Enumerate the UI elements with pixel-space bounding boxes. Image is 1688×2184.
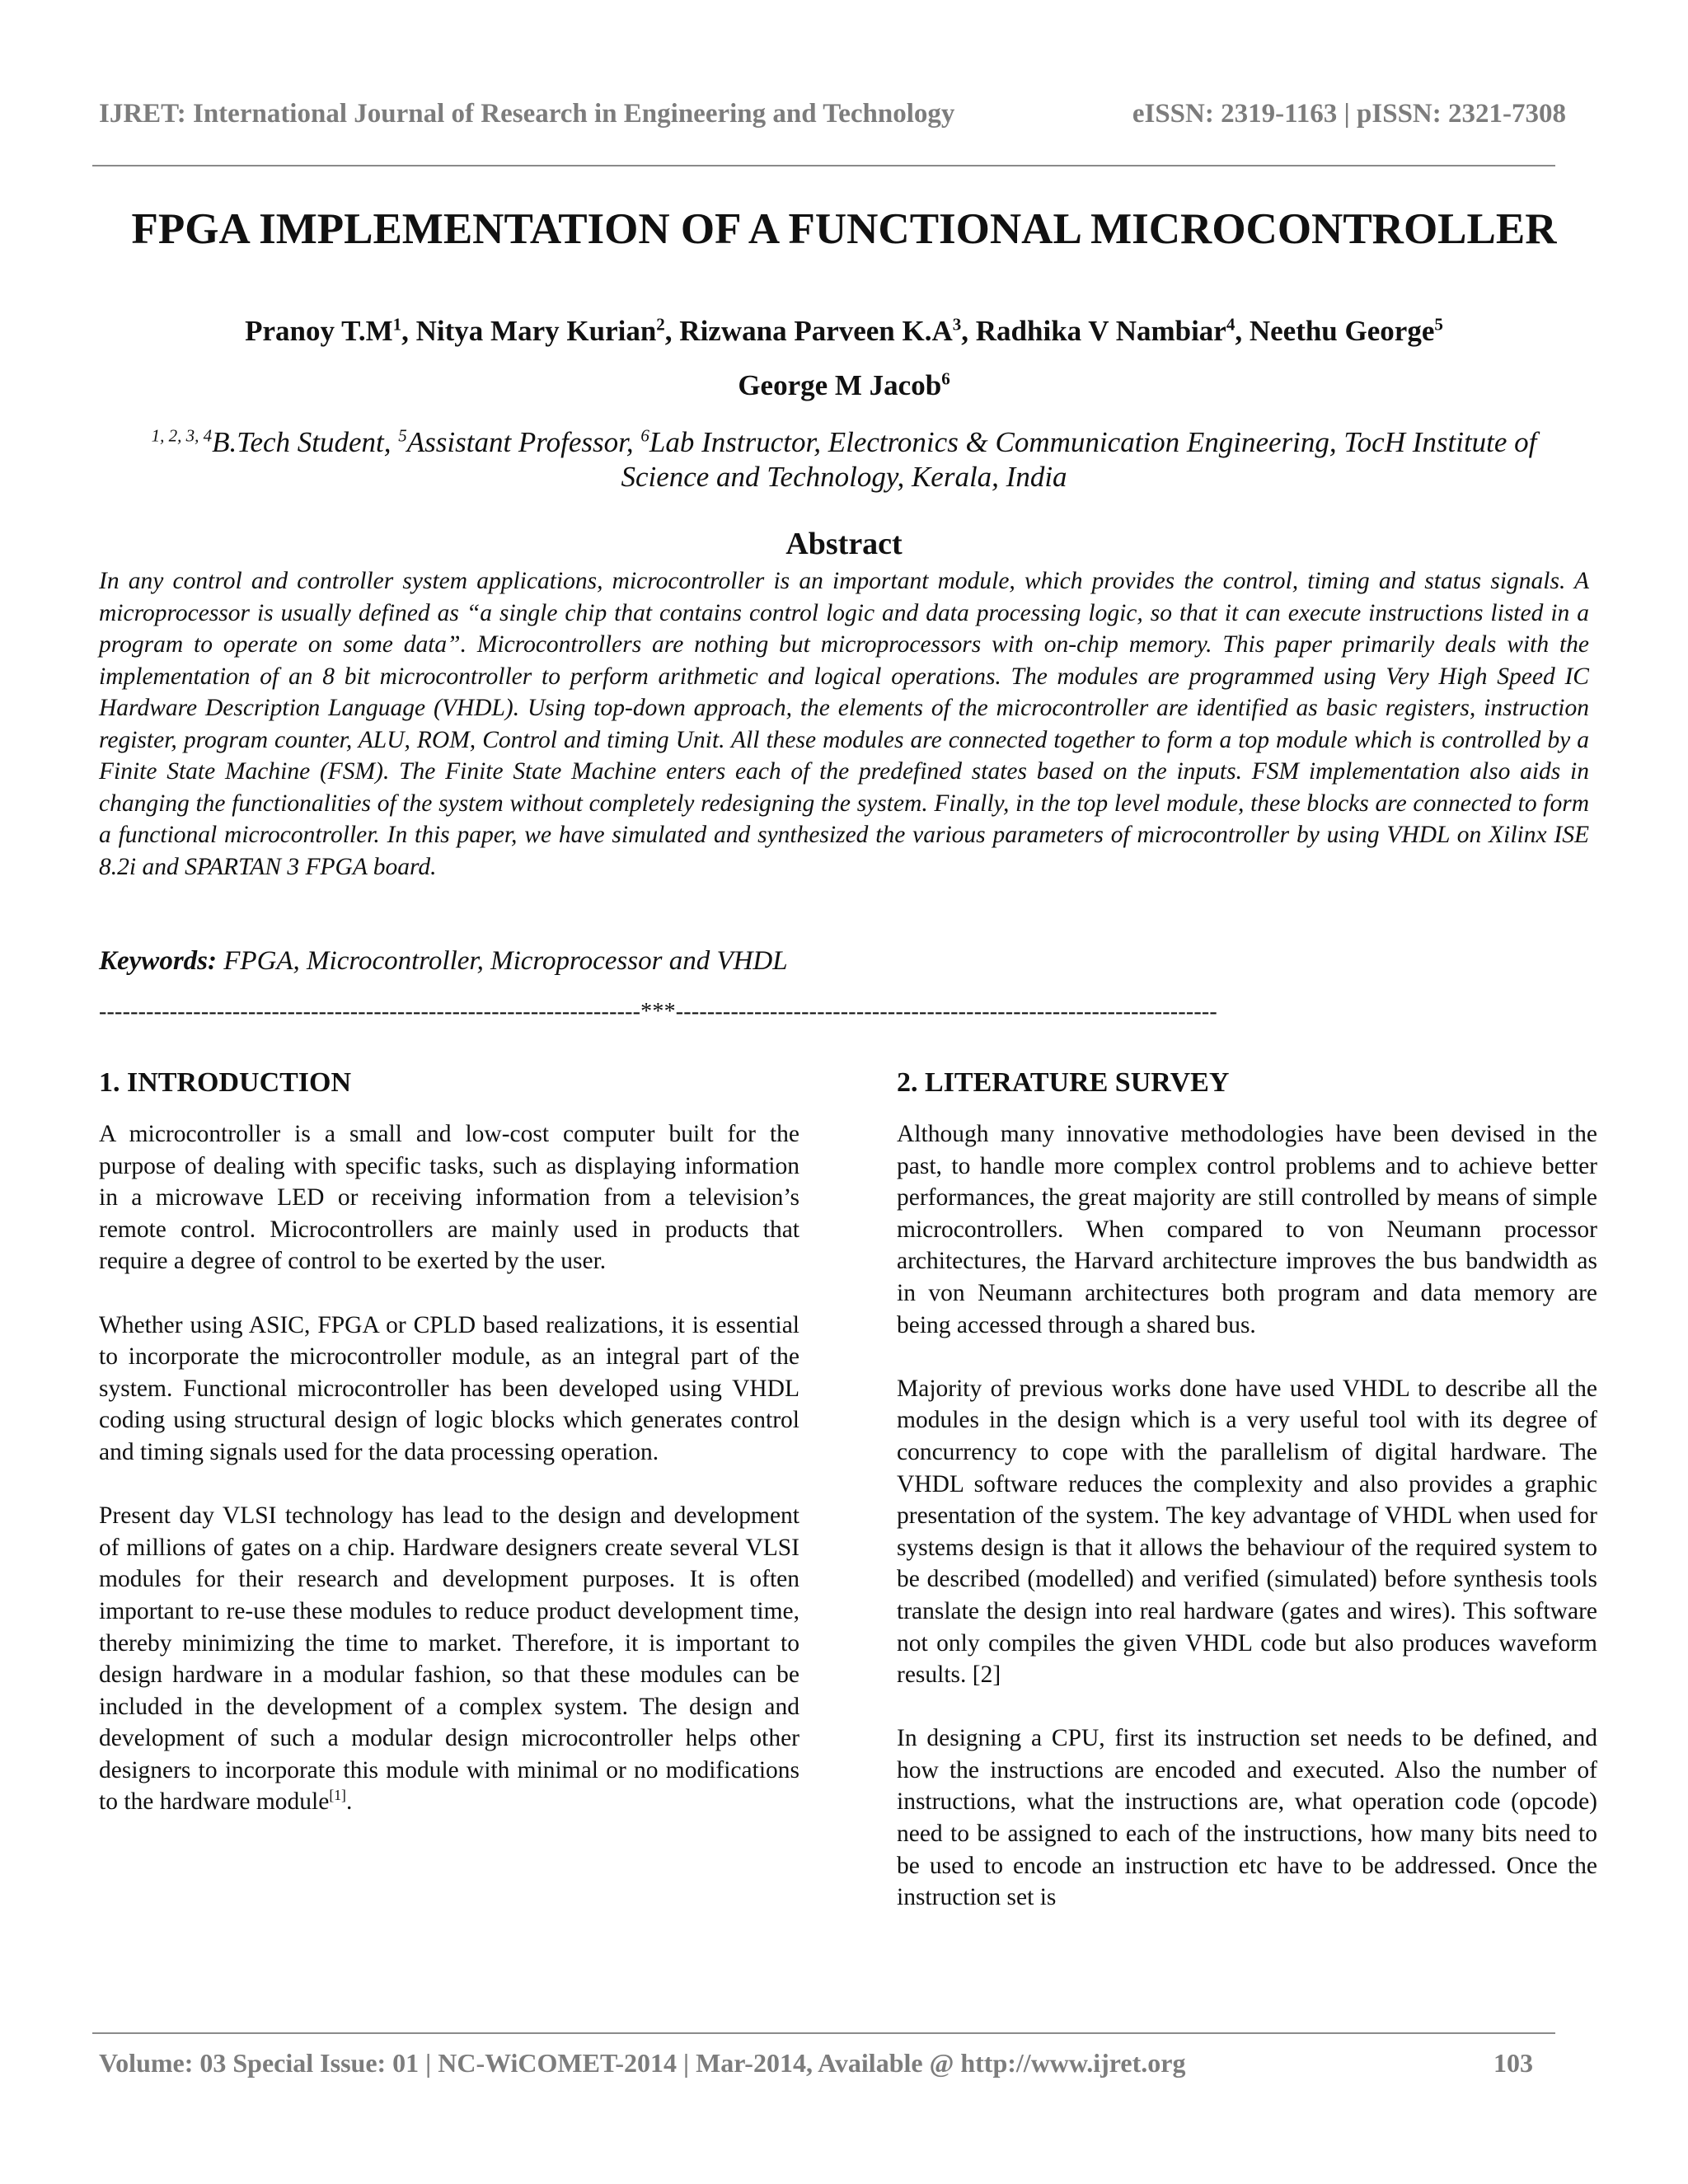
author-affiliation-mark: 3	[952, 314, 962, 335]
keywords-label: Keywords:	[99, 946, 217, 976]
paragraph: Although many innovative methodologies have been devised in the past, to handle more complex control problems and to achieve better performances, the great majority are still controlled by means of simple microcontrollers. When compared to von Neumann processor architectures, the Harvard architecture improves the bus bandwidth as in von Neumann architectures both program and data memory are being accessed through a shared bus.	[897, 1121, 1597, 1338]
author-list	[0, 315, 1688, 348]
affiliation-mark: 1, 2, 3, 4	[151, 425, 213, 446]
abstract-text: In any control and controller system applications, microcontroller is an important module, which provides the control, timing and status signals. A microprocessor is usually defined as “a single chip that contains control logic and data processing logic, so that it can execute instructions listed in a program to operate on some data”. Microcontrollers are nothing but microprocessors with on-chip memory. This paper primarily deals with the implementation of an 8 bit microcontroller to perform arithmetic and logical operations. The modules are programmed using Very High Speed IC Hardware Description Language (VHDL). Using top-down approach, the elements of the microcontroller are identified as basic registers, instruction register, program counter, ALU, ROM, Control and timing Unit. All these modules are connected together to form a top module which is controlled by a Finite State Machine (FSM). The Finite State Machine enters each of the predefined states based on the inputs. FSM implementation also aids in changing the functionalities of the system without completely redesigning the system. Finally, in the top level module, these blocks are connected to form a functional microcontroller. In this paper, we have simulated and synthesized the various parameters of microcontroller by using VHDL on Xilinx ISE 8.2i and SPARTAN 3 FPGA board.	[99, 568, 1589, 880]
paper-title: FPGA IMPLEMENTATION OF A FUNCTIONAL MICROCONTROLLER	[131, 205, 1557, 253]
author-affiliation-mark: 4	[1226, 314, 1236, 335]
author-name: , Radhika V Nambiar	[961, 315, 1226, 347]
author-name: , Neethu George	[1235, 315, 1435, 347]
footer-rule	[92, 2032, 1555, 2034]
abstract-heading: Abstract	[785, 527, 903, 561]
page-number: 103	[1493, 2048, 1533, 2078]
paragraph-end: .	[345, 1788, 353, 1816]
affiliation-text: B.Tech Student,	[212, 426, 399, 458]
affiliation	[99, 425, 1589, 459]
author-name: , Rizwana Parveen K.A	[664, 315, 953, 347]
paragraph: Majority of previous works done have used VHDL to describe all the modules in the design which is a very useful tool with its degree of concurrency to cope with the parallelism of digital hardware. The VHDL software reduces the complexity and also provides a graphic presentation of the system. The key advantage of VHDL when used for systems design is that it allows the behaviour of the required system to be described (modelled) and verified (simulated) before synthesis tools translate the design into real hardware (gates and wires). This software not only compiles the given VHDL code but also produces waveform results. [2]	[897, 1375, 1597, 1689]
paragraph	[99, 1500, 799, 1818]
affiliation-text: Assistant Professor,	[406, 426, 641, 458]
author-list-line-2	[0, 369, 1688, 402]
running-header	[99, 99, 1566, 140]
header-rule	[92, 165, 1555, 166]
introduction-heading: 1. INTRODUCTION	[99, 1067, 352, 1098]
right-column	[897, 1067, 1597, 1945]
paragraph-text: Present day VLSI technology has lead to the design and development of millions of gates on a chip. Hardware designers create several VLSI modules for their research and development purposes. It is often important to re-use these modules to reduce product development time, thereby minimizing the time to market. Therefore, it is important to design hardware in a modular fashion, so that these modules can be included in the development of a complex system. The design and development of such a modular design microcontroller helps other designers to incorporate this module with minimal or no modifications to the hardware module	[99, 1502, 799, 1816]
author-affiliation-mark: 2	[656, 314, 665, 335]
keywords	[99, 946, 1589, 977]
literature-survey-heading: 2. LITERATURE SURVEY	[897, 1067, 1230, 1098]
affiliation-text: Lab Instructor, Electronics & Communication Engineering, TocH Institute of	[649, 426, 1537, 458]
affiliation-line-2: Science and Technology, Kerala, India	[621, 461, 1067, 493]
author-name: , Nitya Mary Kurian	[401, 315, 657, 347]
footer-citation: Volume: 03 Special Issue: 01 | NC-WiCOMET-2014 | Mar-2014, Available @ http://www.ijret.org	[99, 2048, 1186, 2078]
page-footer	[99, 2048, 1533, 2089]
section-separator: ---------------------------------------------------------------------***---------------------------------------------------------------------	[99, 999, 1217, 1024]
citation-ref: [1]	[329, 1787, 346, 1804]
paragraph: A microcontroller is a small and low-cost computer built for the purpose of dealing with specific tasks, such as displaying information in a microwave LED or receiving information from a television’s remote control. Microcontrollers are mainly used in products that require a degree of control to be exerted by the user.	[99, 1121, 799, 1275]
issn-info: eISSN: 2319-1163 | pISSN: 2321-7308	[1132, 99, 1566, 129]
paragraph: In designing a CPU, first its instruction set needs to be defined, and how the instructions are encoded and executed. Also the number of instructions, what the instructions are, what operation code (opcode) need to be assigned to each of the instructions, how many bits need to be used to encode an instruction etc have to be addressed. Once the instruction set is	[897, 1725, 1597, 1911]
keywords-text: FPGA, Microcontroller, Microprocessor and VHDL	[217, 946, 788, 976]
affiliation-mark: 5	[398, 425, 407, 446]
author-name: George M Jacob	[738, 369, 942, 401]
paragraph: Whether using ASIC, FPGA or CPLD based realizations, it is essential to incorporate the microcontroller module, as an integral part of the system. Functional microcontroller has been developed using VHDL coding using structural design of logic blocks which generates control and timing signals used for the data processing operation.	[99, 1311, 799, 1465]
left-column	[99, 1067, 799, 1850]
journal-name: IJRET: International Journal of Research in Engineering and Technology	[99, 99, 955, 129]
author-affiliation-mark: 6	[941, 368, 950, 389]
author-affiliation-mark: 5	[1434, 314, 1443, 335]
affiliation-mark: 6	[640, 425, 649, 446]
author-affiliation-mark: 1	[392, 314, 402, 335]
author-name: Pranoy T.M	[245, 315, 393, 347]
